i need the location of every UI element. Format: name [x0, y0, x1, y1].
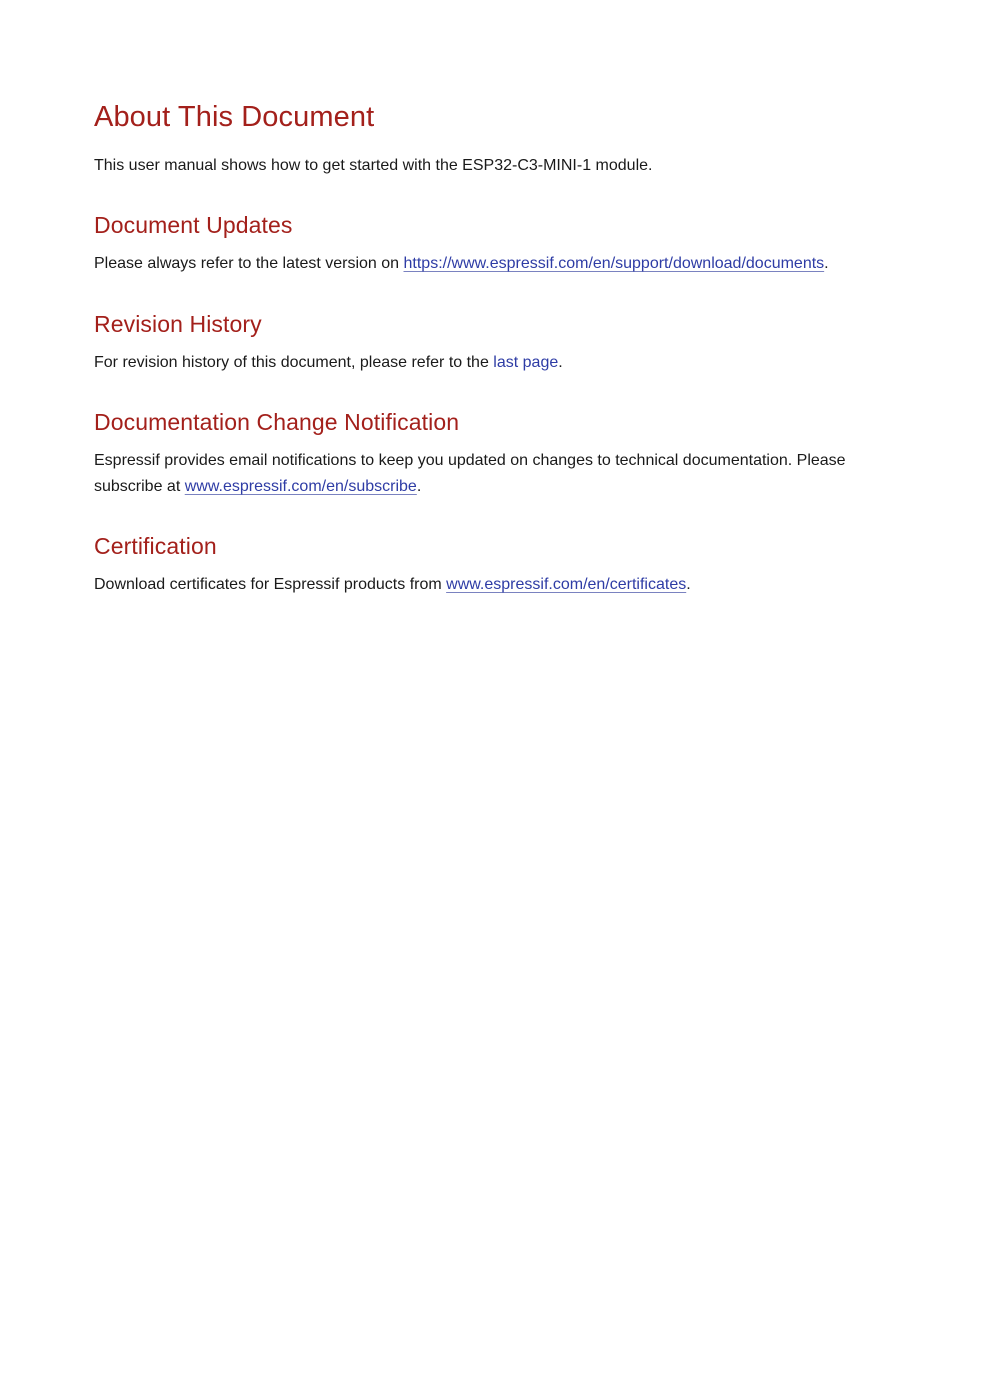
change-notification-text: Espressif provides email notifications to keep you updated on changes to technical documentation. Please subscribe at [94, 452, 846, 495]
document-updates-suffix: . [824, 255, 829, 272]
certification-paragraph [94, 572, 900, 598]
certification-heading: Certification [94, 533, 217, 559]
revision-history-suffix: . [558, 354, 563, 371]
certification-suffix: . [686, 576, 691, 593]
revision-history-text: For revision history of this document, please refer to the [94, 354, 494, 371]
subscribe-link[interactable]: www.espressif.com/en/subscribe [184, 478, 417, 495]
about-paragraph: This user manual shows how to get started with the ESP32-C3-MINI-1 module. [94, 157, 653, 174]
change-notification-suffix: . [416, 478, 422, 495]
change-notification-paragraph [94, 448, 900, 500]
certification-text: Download certificates for Espressif products from [94, 576, 447, 593]
change-notification-heading: Documentation Change Notification [94, 409, 460, 435]
about-heading: About This Document [94, 101, 375, 133]
certificates-link[interactable]: www.espressif.com/en/certificates [446, 576, 687, 593]
revision-history-heading: Revision History [94, 311, 262, 337]
documents-download-link[interactable]: https://www.espressif.com/en/support/download/documents [403, 255, 825, 272]
last-page-link[interactable]: last page [493, 354, 559, 371]
document-updates-paragraph [94, 251, 900, 277]
document-updates-heading: Document Updates [94, 212, 293, 238]
revision-history-paragraph [94, 350, 900, 376]
document-updates-text: Please always refer to the latest version on [94, 255, 404, 272]
